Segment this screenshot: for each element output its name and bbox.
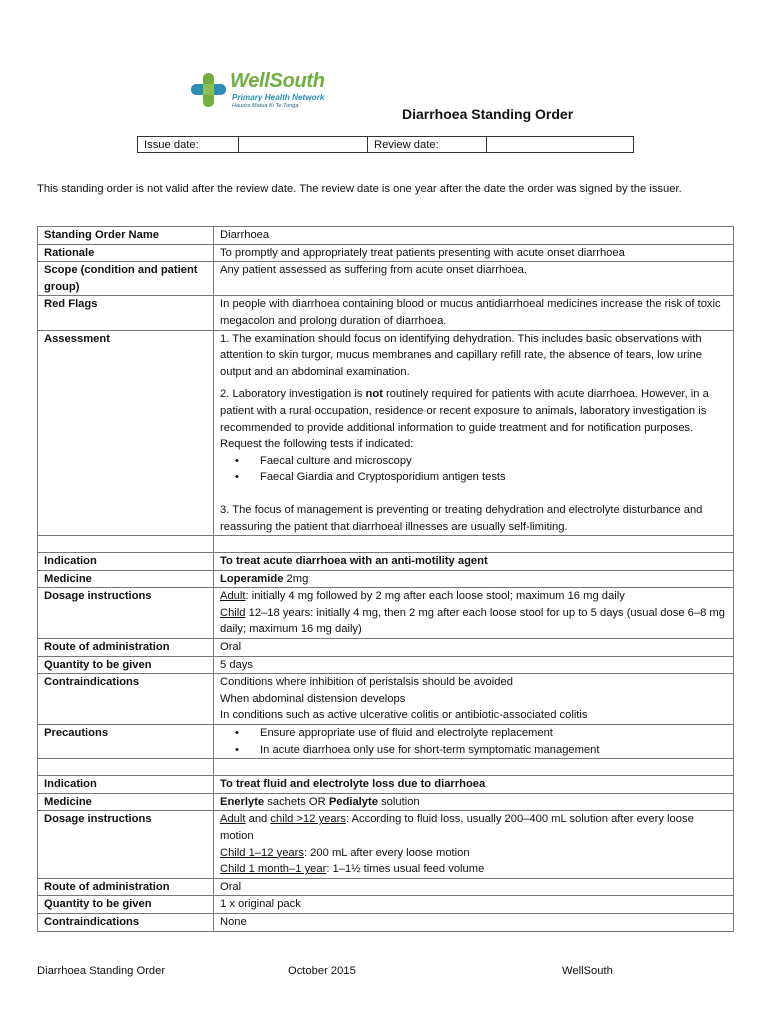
- row-value: Adult: initially 4 mg followed by 2 mg after each loose stool; maximum 16 mg daily Child 12–18 years: initially 4 mg, then 2 mg after each loose stool for up to 5 days (usual dose 6–8 mg daily; maximum 16 mg daily): [214, 588, 734, 639]
- table-row: [38, 776, 734, 794]
- cross-icon: [190, 72, 228, 108]
- table-row: [38, 296, 734, 330]
- table-row: [38, 244, 734, 262]
- table-row: [38, 639, 734, 657]
- row-value: Any patient assessed as suffering from acute onset diarrhoea.: [214, 262, 734, 296]
- footer-left: Diarrhoea Standing Order: [37, 965, 166, 977]
- assessment-p2: 2. Laboratory investigation is not routinely required for patients with acute diarrhoea. However, in a patient with a rural occupation, residence or recent exposure to animals, laboratory investigation is recommended to provide additional information to guide treatment and for notification purposes.: [220, 388, 709, 434]
- row-value: None: [214, 913, 734, 931]
- table-row: [38, 656, 734, 674]
- assessment-p1: 1. The examination should focus on identifying dehydration. This includes basic observations with attention to skin turgor, mucus membranes and capillary refill rate, the absence of tears, low urine output and an abdominal examination.: [220, 332, 702, 378]
- row-value: Adult and child >12 years: According to fluid loss, usually 200–400 mL solution after every loose motion Child 1–12 years: 200 mL after every loose motion Child 1 month–1 year: 1–1½ times usual feed volume: [214, 811, 734, 878]
- table-row: [38, 553, 734, 571]
- row-label: Indication: [38, 553, 214, 571]
- row-value: 5 days: [214, 656, 734, 674]
- table-row: [38, 811, 734, 878]
- row-label: Medicine: [38, 570, 214, 588]
- review-date-value: [487, 137, 634, 153]
- row-label: Red Flags: [38, 296, 214, 330]
- table-row: [38, 878, 734, 896]
- row-label: Rationale: [38, 244, 214, 262]
- table-row: [38, 262, 734, 296]
- row-value: Loperamide 2mg: [214, 570, 734, 588]
- row-label: Route of administration: [38, 878, 214, 896]
- table-row: [38, 227, 734, 245]
- row-value: Conditions where inhibition of peristalsis should be avoided When abdominal distension develops In conditions such as active ulcerative colitis or antibiotic-associated colitis: [214, 674, 734, 725]
- row-label: Medicine: [38, 793, 214, 811]
- row-label: Contraindications: [38, 913, 214, 931]
- table-row: [38, 793, 734, 811]
- list-item: • Faecal culture and microscopy: [260, 453, 727, 470]
- row-label: Assessment: [38, 330, 214, 536]
- spacer-row: [38, 536, 734, 553]
- row-value: In people with diarrhoea containing blood or mucus antidiarrhoeal medicines increase the risk of toxic megacolon and prolong duration of diarrhoea.: [214, 296, 734, 330]
- review-date-label: Review date:: [368, 137, 487, 153]
- table-row: [38, 570, 734, 588]
- footer-right: WellSouth: [562, 965, 613, 977]
- row-label: Scope (condition and patient group): [38, 262, 214, 296]
- standing-order-table: [37, 226, 734, 932]
- logo-name: WellSouth: [230, 70, 325, 92]
- row-label: Route of administration: [38, 639, 214, 657]
- assessment-request: Request the following tests if indicated:: [220, 438, 414, 451]
- row-value: Oral: [214, 878, 734, 896]
- table-row: [38, 588, 734, 639]
- list-item: • Faecal Giardia and Cryptosporidium antigen tests: [260, 469, 727, 486]
- row-label: Standing Order Name: [38, 227, 214, 245]
- row-label: Dosage instructions: [38, 588, 214, 639]
- logo-tagline: Hauora Matua Ki Te Tonga: [232, 103, 299, 109]
- row-label: Contraindications: [38, 674, 214, 725]
- row-value: Oral: [214, 639, 734, 657]
- list-item: • In acute diarrhoea only use for short-term symptomatic management: [260, 742, 727, 759]
- list-item: • Ensure appropriate use of fluid and electrolyte replacement: [260, 725, 727, 742]
- row-value: Diarrhoea: [214, 227, 734, 245]
- test-list: [220, 453, 727, 486]
- row-label: Quantity to be given: [38, 896, 214, 914]
- row-value: To treat fluid and electrolyte loss due to diarrhoea: [214, 776, 734, 794]
- issue-date-label: Issue date:: [138, 137, 239, 153]
- table-row: [38, 913, 734, 931]
- row-value: 1 x original pack: [214, 896, 734, 914]
- row-label: Indication: [38, 776, 214, 794]
- spacer-row: [38, 759, 734, 776]
- footer-center: October 2015: [288, 965, 356, 977]
- row-value: Enerlyte sachets OR Pedialyte solution: [214, 793, 734, 811]
- row-label: Quantity to be given: [38, 656, 214, 674]
- table-row: [38, 725, 734, 759]
- row-value: To promptly and appropriately treat patients presenting with acute onset diarrhoea: [214, 244, 734, 262]
- table-row: [38, 674, 734, 725]
- table-row: [38, 896, 734, 914]
- assessment-p3: 3. The focus of management is preventing or treating dehydration and electrolyte disturbance and reassuring the patient that diarrhoeal illnesses are usually self-limiting.: [220, 503, 703, 533]
- precautions-list: [220, 725, 727, 758]
- row-label: Dosage instructions: [38, 811, 214, 878]
- wellsouth-logo: [190, 72, 350, 112]
- dates-table: [137, 136, 634, 153]
- intro-text: This standing order is not valid after the review date. The review date is one year after the date the order was signed by the issuer.: [37, 183, 682, 195]
- table-row: [38, 330, 734, 536]
- row-value: [214, 330, 734, 536]
- logo-subtitle: Primary Health Network: [232, 93, 325, 102]
- row-label: Precautions: [38, 725, 214, 759]
- row-value: To treat acute diarrhoea with an anti-motility agent: [214, 553, 734, 571]
- document-title: Diarrhoea Standing Order: [402, 106, 574, 122]
- row-value: [214, 725, 734, 759]
- issue-date-value: [239, 137, 368, 153]
